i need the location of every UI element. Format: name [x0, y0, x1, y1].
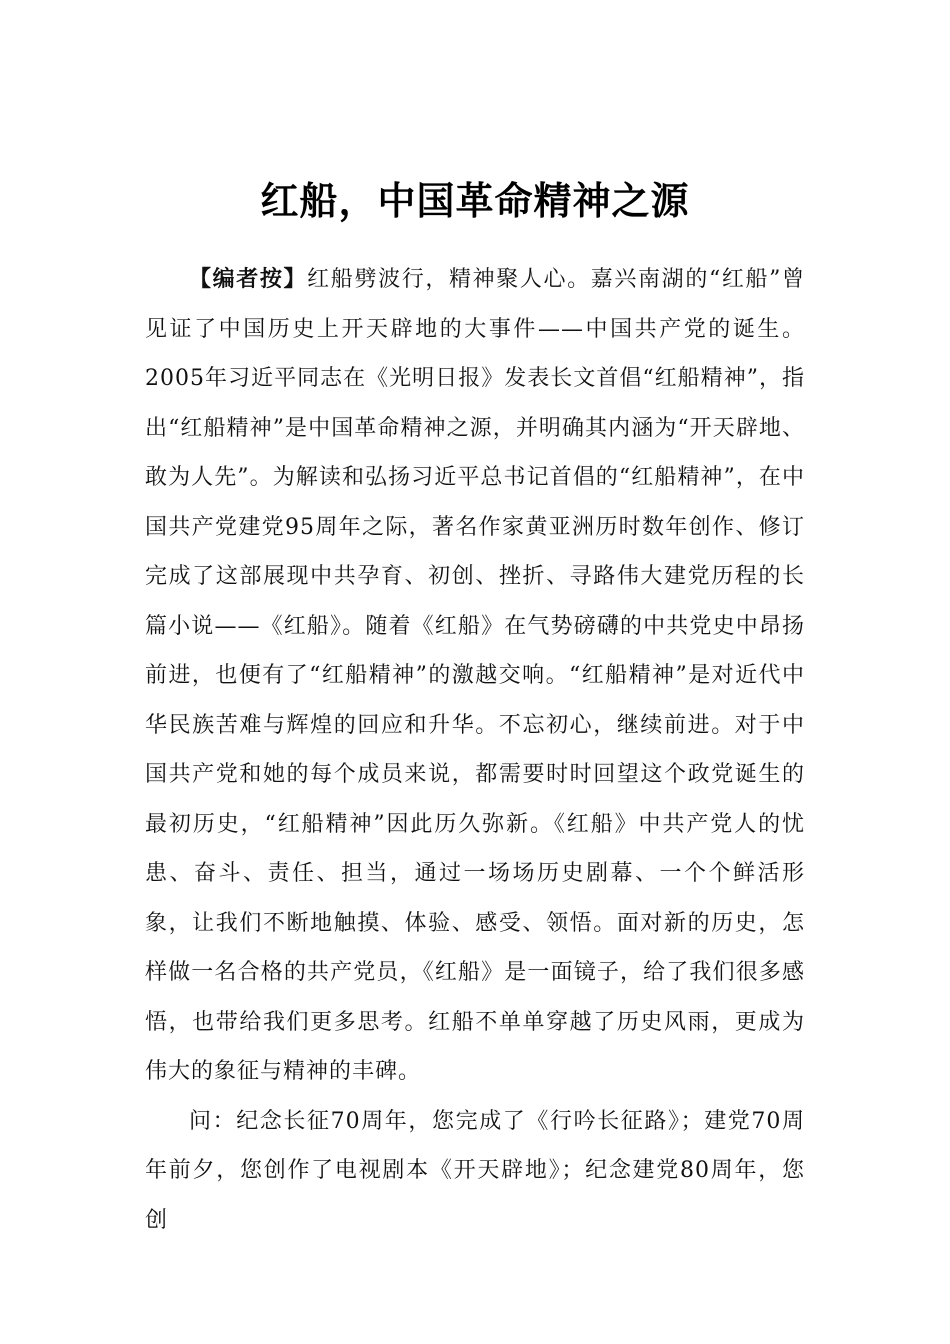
- editor-note-text: 红船劈波行，精神聚人心。嘉兴南湖的“红船”曾见证了中国历史上开天辟地的大事件——中国共产党的诞生。2005年习近平同志在《光明日报》发表长文首倡“红船精神”，指出“红船精神”是中国革命精神之源，并明确其内涵为“开天辟地、敢为人先”。为解读和弘扬习近平总书记首倡的“红船精神”，在中国共产党建党95周年之际，著名作家黄亚洲历时数年创作、修订完成了这部展现中共孕育、初创、挫折、寻路伟大建党历程的长篇小说——《红船》。随着《红船》在气势磅礴的中共党史中昂扬前进，也便有了“红船精神”的激越交响。“红船精神”是对近代中华民族苦难与辉煌的回应和升华。不忘初心，继续前进。对于中国共产党和她的每个成员来说，都需要时时回望这个政党诞生的最初历史，“红船精神”因此历久弥新。《红船》中共产党人的忧患、奋斗、责任、担当，通过一场场历史剧幕、一个个鲜活形象，让我们不断地触摸、体验、感受、领悟。面对新的历史，怎样做一名合格的共产党员，《红船》是一面镜子，给了我们很多感悟，也带给我们更多思考。红船不单单穿越了历史风雨，更成为伟大的象征与精神的丰碑。: [145, 267, 805, 1084]
- question-paragraph: 问：纪念长征70周年，您完成了《行吟长征路》；建党70周年前夕，您创作了电视剧本《开天辟地》；纪念建党80周年，您创: [145, 1108, 805, 1233]
- editor-note-label: 【编者按】: [189, 266, 308, 292]
- document-body: [145, 255, 805, 1245]
- document-title: 红船，中国革命精神之源: [260, 179, 690, 224]
- editor-note-paragraph: [145, 255, 805, 1097]
